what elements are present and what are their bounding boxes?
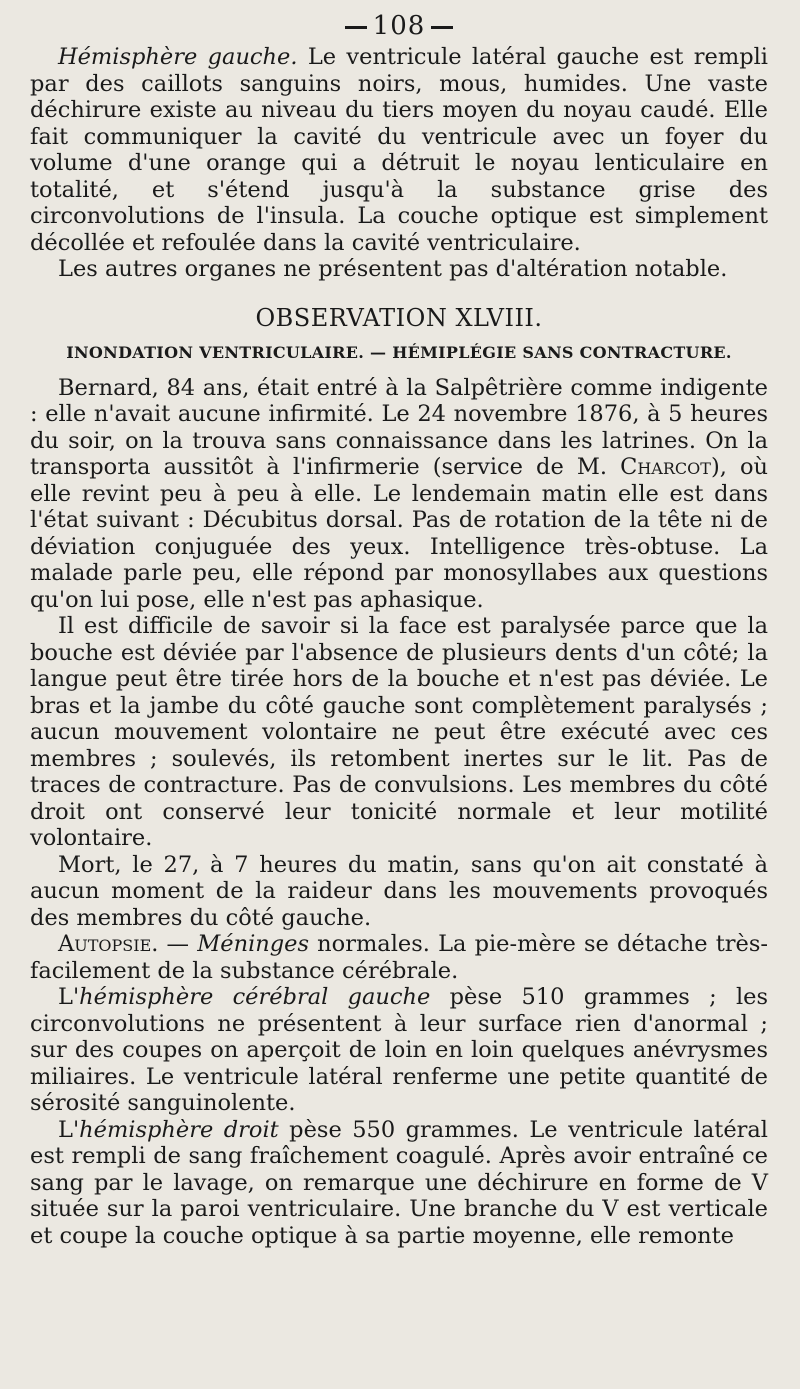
paragraph-bernard [30, 375, 768, 614]
observation-title: OBSERVATION XLVIII. [255, 303, 543, 332]
autopsie-text: normales. La pie-mère se détache très-facilement de la substance cérébrale. [30, 931, 768, 984]
right-hemi-prefix: L' [58, 1116, 80, 1143]
paragraph-left-cerebral-hemisphere [30, 984, 768, 1117]
autopsie-label: Autopsie. [58, 931, 159, 957]
right-hemi-label: hémisphère droit [79, 1116, 279, 1143]
bernard-text: Bernard, 84 ans, était entré à la Salpêtrière comme indigente : elle n'avait aucune infirmité. Le 24 novembre 1876, à 5 heures du soir, on la trouva sans connaissance dans les latrines. On la transporta aussitôt à l'infirmerie (service de M. [30, 374, 768, 480]
bernard-text-end: ), où elle revint peu à peu à elle. Le lendemain matin elle est dans l'état suivant : Décubitus dorsal. Pas de rotation de la tête ni de déviation conjuguée des yeux. Intelligence très-obtuse. La malade parle peu, elle répond par monosyllabes aux questions qu'on lui pose, elle n'est pas aphasique. [30, 454, 769, 613]
observation-subtitle: INONDATION VENTRICULAIRE. — HÉMIPLÉGIE SANS CONTRACTURE. [66, 342, 732, 362]
autopsie-dash: — [158, 931, 198, 957]
paragraph-face: Il est difficile de savoir si la face est paralysée parce que la bouche est déviée par l'absence de plusieurs dents d'un côté; la langue peut être tirée hors de la bouche et n'est pas déviée. Le bras et la jambe du côté gauche sont complètement paralysés ; aucun mouvement volontaire ne peut être exécuté avec ces membres ; soulevés, ils retombent inertes sur le lit. Pas de traces de contracture. Pas de convulsions. Les membres du côté droit ont conservé leur tonicité normale et leur motilité volontaire. [30, 613, 768, 851]
paragraph-mort: Mort, le 27, à 7 heures du matin, sans qu'on ait constaté à aucun moment de la raideur dans les mouvements provoqués des membres du côté gauche. [30, 851, 768, 931]
paragraph-right-hemisphere [30, 1117, 768, 1250]
left-hemi-label: hémisphère cérébral gauche [79, 984, 431, 1010]
right-hemi-text: pèse 550 grammes. Le ventricule latéral est rempli de sang fraîchement coagulé. Après avoir entraîné ce sang par le lavage, on remarque une déchirure en forme de V située sur la paroi ventriculaire. Une branche du V est verticale et coupe la couche optique à sa partie moyenne, elle remonte [30, 1116, 768, 1249]
left-hemi-prefix: L' [58, 984, 80, 1010]
left-hemi-text: pèse 510 grammes ; les circonvolutions ne présentent à leur surface rien d'anormal ; sur des coupes on aperçoit de loin en loin quelques anévrysmes miliaires. Le ventricule latéral renferme une petite quantité de sérosité sanguinolente. [30, 984, 768, 1116]
left-hemisphere-text: Le ventricule latéral gauche est rempli par des caillots sanguins noirs, mous, humides. Une vaste déchirure existe au niveau du tiers moyen du noyau caudé. Elle fait communiquer la cavité du ventricule avec un foyer du volume d'une orange qui a détruit le noyau lenticulaire en totalité, et s'étend jusqu'à la substance grise des circonvolutions de l'insula. La couche optique est simplement décollée et refoulée dans la cavité ventriculaire. [30, 44, 768, 256]
charcot-name: Charcot [620, 454, 711, 480]
page-number [30, 8, 768, 44]
page-number-text: 108 [372, 11, 426, 41]
paragraph-autopsie [30, 931, 768, 984]
meninges-label: Méninges [197, 931, 310, 957]
left-hemisphere-label: Hémisphère gauche. [58, 44, 298, 70]
paragraph-other-organs: Les autres organes ne présentent pas d'altération notable. [58, 256, 728, 282]
page-number-dash-right [431, 26, 453, 29]
page-number-dash-left [345, 26, 367, 29]
paragraph-left-hemisphere [30, 44, 768, 256]
